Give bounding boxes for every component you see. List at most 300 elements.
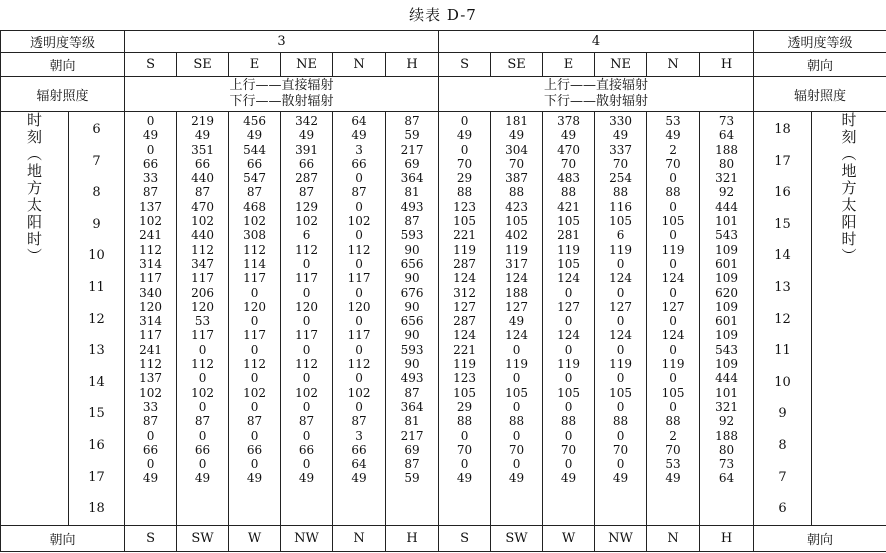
- diffuse-radiation-value: 66: [298, 442, 315, 457]
- diffuse-radiation-value: 109: [715, 299, 738, 314]
- diffuse-radiation-value: 88: [612, 185, 629, 200]
- diffuse-radiation-value: 69: [404, 442, 420, 457]
- diffuse-radiation-value: 70: [665, 156, 681, 171]
- hours-left-column: [69, 112, 125, 526]
- direct-radiation-value: 321: [715, 399, 738, 414]
- direct-radiation-value: 468: [243, 199, 266, 214]
- level4-NE-column: [595, 112, 647, 526]
- direct-radiation-value: 0: [616, 428, 625, 443]
- diffuse-radiation-value: 112: [139, 357, 162, 372]
- diffuse-radiation-value: 124: [557, 271, 580, 286]
- direct-radiation-value: 0: [355, 285, 363, 300]
- diffuse-radiation-value: 105: [505, 385, 528, 400]
- diffuse-radiation-value: 102: [295, 214, 318, 229]
- direct-radiation-value: 87: [404, 114, 420, 128]
- diffuse-radiation-value: 70: [665, 442, 681, 457]
- direct-radiation-value: 312: [453, 285, 476, 300]
- level4-H-column: [700, 112, 754, 526]
- direct-radiation-value: 0: [302, 285, 311, 300]
- direct-radiation-value: 0: [355, 199, 363, 214]
- level3-H-column: [386, 112, 439, 526]
- diffuse-radiation-value: 127: [505, 299, 528, 314]
- direct-radiation-value: 0: [250, 342, 259, 357]
- diffuse-radiation-value: 87: [194, 414, 211, 429]
- direct-radiation-value: 0: [198, 342, 207, 357]
- level4-E-column: [543, 112, 595, 526]
- direct-radiation-value: 0: [302, 428, 311, 443]
- diffuse-radiation-value: 101: [715, 385, 738, 400]
- diffuse-radiation-value: 49: [560, 471, 577, 486]
- diffuse-radiation-value: 88: [508, 414, 525, 429]
- hour-label: 8: [92, 185, 101, 201]
- direct-radiation-value: 219: [191, 114, 214, 128]
- diffuse-radiation-value: 49: [298, 471, 315, 486]
- direct-radiation-value: 0: [146, 428, 155, 443]
- transparency-label-left: 透明度等级: [1, 31, 125, 53]
- direct-radiation-value: 114: [243, 256, 266, 271]
- diffuse-radiation-value: 87: [194, 185, 211, 200]
- direct-radiation-value: 0: [250, 314, 259, 329]
- direct-radiation-value: 593: [400, 342, 424, 357]
- diffuse-radiation-value: 119: [557, 357, 580, 372]
- diffuse-radiation-value: 49: [612, 128, 629, 143]
- footer-orientation-label-left: 朝向: [1, 525, 125, 551]
- note-direct: 上行——直接辐射: [229, 78, 334, 93]
- diffuse-radiation-value: 127: [661, 299, 685, 314]
- diffuse-radiation-value: 49: [665, 471, 681, 486]
- direct-radiation-value: 221: [453, 228, 476, 243]
- direct-radiation-value: 87: [404, 457, 420, 472]
- diffuse-radiation-value: 105: [557, 385, 580, 400]
- time-label-text: 时刻（地方太阳时）: [839, 112, 858, 265]
- diffuse-radiation-value: 80: [718, 156, 735, 171]
- direct-radiation-value: 0: [302, 314, 311, 329]
- level4-N-column: [647, 112, 700, 526]
- direct-radiation-value: 440: [191, 171, 214, 186]
- diffuse-radiation-value: 81: [404, 185, 420, 200]
- hour-label: 18: [88, 501, 105, 517]
- direct-radiation-value: 287: [295, 171, 318, 186]
- direct-radiation-value: 656: [400, 256, 424, 271]
- diffuse-radiation-value: 124: [453, 271, 476, 286]
- direct-radiation-value: 49: [508, 314, 525, 329]
- direct-radiation-value: 387: [505, 171, 528, 186]
- direct-radiation-value: 0: [250, 399, 259, 414]
- hour-label: 13: [88, 343, 105, 359]
- direct-radiation-value: 0: [512, 342, 521, 357]
- direct-radiation-value: 0: [564, 457, 573, 472]
- direct-radiation-value: 0: [198, 457, 207, 472]
- diffuse-radiation-value: 124: [661, 328, 685, 343]
- direct-radiation-value: 64: [351, 114, 367, 128]
- direct-radiation-value: 0: [198, 428, 207, 443]
- diffuse-radiation-value: 127: [453, 299, 476, 314]
- direct-radiation-value: 0: [616, 399, 625, 414]
- direct-radiation-value: 105: [557, 256, 580, 271]
- diffuse-radiation-value: 124: [453, 328, 476, 343]
- diffuse-radiation-value: 117: [139, 328, 162, 343]
- direct-radiation-value: 2: [669, 142, 677, 157]
- hour-label: 12: [774, 311, 791, 327]
- diffuse-radiation-value: 49: [351, 471, 367, 486]
- diffuse-radiation-value: 66: [351, 442, 367, 457]
- diffuse-radiation-value: 102: [139, 385, 162, 400]
- diffuse-radiation-value: 92: [718, 414, 735, 429]
- diffuse-radiation-value: 80: [718, 442, 735, 457]
- irradiance-label-left: 辐射照度: [1, 77, 125, 112]
- direct-radiation-value: 0: [669, 256, 677, 271]
- direct-radiation-value: 342: [295, 114, 318, 128]
- direct-radiation-value: 444: [715, 371, 738, 386]
- orientation-H-3: H: [386, 53, 439, 77]
- time-label-text: 时刻（地方太阳时）: [25, 112, 43, 265]
- level4-SE-column: [491, 112, 543, 526]
- direct-radiation-value: 29: [456, 171, 473, 186]
- direct-radiation-value: 0: [616, 285, 625, 300]
- diffuse-radiation-value: 105: [453, 385, 476, 400]
- diffuse-radiation-value: 119: [609, 357, 632, 372]
- note-diffuse: 下行——散射辐射: [229, 94, 334, 109]
- hour-label: 18: [774, 122, 791, 137]
- hour-label: 16: [774, 185, 791, 201]
- direct-radiation-value: 543: [715, 228, 738, 243]
- diffuse-radiation-value: 105: [609, 385, 632, 400]
- direct-radiation-value: 0: [616, 371, 625, 386]
- diffuse-radiation-value: 87: [404, 385, 420, 400]
- direct-radiation-value: 188: [715, 142, 738, 157]
- diffuse-radiation-value: 120: [295, 299, 318, 314]
- direct-radiation-value: 0: [616, 342, 625, 357]
- direct-radiation-value: 493: [400, 371, 424, 386]
- direct-radiation-value: 0: [302, 457, 311, 472]
- orientation-E-4: E: [543, 53, 595, 77]
- hour-label: 8: [778, 437, 787, 453]
- direct-radiation-value: 0: [564, 314, 573, 329]
- hour-label: 11: [774, 343, 791, 359]
- diffuse-radiation-value: 105: [453, 214, 476, 229]
- direct-radiation-value: 2: [669, 428, 677, 443]
- diffuse-radiation-value: 49: [142, 471, 159, 486]
- orientation-SE-4: SE: [491, 53, 543, 77]
- direct-radiation-value: 123: [453, 199, 476, 214]
- direct-radiation-value: 0: [564, 428, 573, 443]
- diffuse-radiation-value: 66: [246, 156, 263, 171]
- diffuse-radiation-value: 87: [142, 414, 159, 429]
- direct-radiation-value: 601: [715, 314, 738, 329]
- diffuse-radiation-value: 112: [139, 242, 162, 257]
- direct-radiation-value: 221: [453, 342, 476, 357]
- hour-label: 14: [774, 248, 791, 264]
- direct-radiation-value: 33: [142, 399, 159, 414]
- direct-radiation-value: 0: [355, 399, 363, 414]
- time-label-left: [1, 112, 69, 526]
- diffuse-radiation-value: 92: [718, 185, 735, 200]
- direct-radiation-value: 308: [243, 228, 266, 243]
- direct-radiation-value: 6: [616, 228, 625, 243]
- direct-radiation-value: 0: [302, 399, 311, 414]
- hour-label: 17: [774, 153, 791, 169]
- direct-radiation-value: 0: [512, 371, 521, 386]
- diffuse-radiation-value: 49: [612, 471, 629, 486]
- direct-radiation-value: 64: [351, 457, 367, 472]
- hour-label: 14: [88, 374, 105, 390]
- diffuse-radiation-value: 109: [715, 271, 738, 286]
- direct-radiation-value: 188: [715, 428, 738, 443]
- diffuse-radiation-value: 87: [298, 185, 315, 200]
- direct-radiation-value: 656: [400, 314, 424, 329]
- direct-radiation-value: 0: [355, 371, 363, 386]
- direct-radiation-value: 317: [505, 256, 528, 271]
- diffuse-radiation-value: 49: [508, 128, 525, 143]
- footer-N-3: N: [333, 525, 386, 551]
- diffuse-radiation-value: 112: [347, 242, 371, 257]
- direct-radiation-value: 544: [243, 142, 266, 157]
- hour-label: 6: [778, 501, 787, 517]
- hour-label: 11: [88, 279, 105, 295]
- diffuse-radiation-value: 119: [557, 242, 580, 257]
- diffuse-radiation-value: 117: [347, 328, 371, 343]
- footer-H-3: H: [386, 525, 439, 551]
- diffuse-radiation-value: 69: [404, 156, 420, 171]
- diffuse-radiation-value: 90: [404, 357, 420, 372]
- direct-radiation-value: 0: [669, 171, 677, 186]
- diffuse-radiation-value: 120: [347, 299, 371, 314]
- diffuse-radiation-value: 49: [456, 128, 473, 143]
- diffuse-radiation-value: 59: [404, 471, 420, 486]
- diffuse-radiation-value: 119: [609, 242, 632, 257]
- diffuse-radiation-value: 87: [351, 185, 367, 200]
- direct-radiation-value: 33: [142, 171, 159, 186]
- diffuse-radiation-value: 119: [453, 357, 476, 372]
- direct-radiation-value: 593: [400, 228, 424, 243]
- direct-radiation-value: 287: [453, 256, 476, 271]
- direct-radiation-value: 0: [512, 428, 521, 443]
- diffuse-radiation-value: 90: [404, 271, 420, 286]
- diffuse-radiation-value: 88: [612, 414, 629, 429]
- note-diffuse: 下行——散射辐射: [544, 94, 649, 109]
- footer-H-4: H: [700, 525, 754, 551]
- diffuse-radiation-value: 127: [609, 299, 632, 314]
- direct-radiation-value: 330: [609, 114, 632, 128]
- direct-radiation-value: 0: [355, 342, 363, 357]
- diffuse-radiation-value: 117: [295, 271, 318, 286]
- solar-radiation-table: [0, 30, 886, 552]
- diffuse-radiation-value: 87: [246, 414, 263, 429]
- direct-radiation-value: 470: [191, 199, 214, 214]
- orientation-NE-4: NE: [595, 53, 647, 77]
- diffuse-radiation-value: 105: [505, 214, 528, 229]
- diffuse-radiation-value: 117: [139, 271, 162, 286]
- direct-radiation-value: 444: [715, 199, 738, 214]
- direct-radiation-value: 0: [564, 342, 573, 357]
- hour-label: 10: [88, 248, 105, 264]
- orientation-label-left: 朝向: [1, 53, 125, 77]
- diffuse-radiation-value: 119: [453, 242, 476, 257]
- diffuse-radiation-value: 117: [191, 328, 214, 343]
- hour-label: 15: [88, 406, 105, 422]
- diffuse-radiation-value: 109: [715, 357, 738, 372]
- diffuse-radiation-value: 119: [661, 357, 685, 372]
- direct-radiation-value: 217: [400, 142, 424, 157]
- direct-radiation-value: 314: [139, 314, 162, 329]
- diffuse-radiation-value: 88: [456, 414, 473, 429]
- direct-radiation-value: 0: [250, 428, 259, 443]
- diffuse-radiation-value: 88: [456, 185, 473, 200]
- direct-radiation-value: 206: [191, 285, 214, 300]
- direct-radiation-value: 0: [669, 228, 677, 243]
- diffuse-radiation-value: 119: [505, 242, 528, 257]
- diffuse-radiation-value: 49: [665, 128, 681, 143]
- direct-radiation-value: 254: [609, 171, 632, 186]
- direct-radiation-value: 0: [355, 171, 363, 186]
- direct-radiation-value: 0: [250, 371, 259, 386]
- direct-radiation-value: 0: [512, 457, 521, 472]
- diffuse-radiation-value: 90: [404, 242, 420, 257]
- direct-radiation-value: 321: [715, 171, 738, 186]
- direct-radiation-value: 6: [302, 228, 311, 243]
- diffuse-radiation-value: 87: [298, 414, 315, 429]
- diffuse-radiation-value: 120: [243, 299, 266, 314]
- direct-radiation-value: 123: [453, 371, 476, 386]
- diffuse-radiation-value: 49: [508, 471, 525, 486]
- irradiance-label-right: 辐射照度: [754, 77, 886, 112]
- diffuse-radiation-value: 119: [505, 357, 528, 372]
- direct-radiation-value: 53: [665, 457, 681, 472]
- direct-radiation-value: 287: [453, 314, 476, 329]
- direct-radiation-value: 0: [616, 256, 625, 271]
- direct-radiation-value: 137: [139, 199, 162, 214]
- direct-radiation-value: 0: [564, 371, 573, 386]
- direct-radiation-value: 0: [355, 314, 363, 329]
- transparency-level-3: 3: [125, 31, 439, 53]
- diffuse-radiation-value: 124: [505, 271, 528, 286]
- hour-label: 13: [774, 279, 791, 295]
- hour-label: 17: [88, 469, 105, 485]
- diffuse-radiation-value: 105: [609, 214, 632, 229]
- direct-radiation-value: 423: [505, 199, 528, 214]
- orientation-label-right: 朝向: [754, 53, 886, 77]
- direct-radiation-value: 493: [400, 199, 424, 214]
- hour-label: 16: [88, 437, 105, 453]
- direct-radiation-value: 73: [718, 114, 735, 128]
- direct-radiation-value: 0: [564, 399, 573, 414]
- diffuse-radiation-value: 66: [142, 442, 159, 457]
- direct-radiation-value: 0: [460, 142, 469, 157]
- diffuse-radiation-value: 105: [557, 214, 580, 229]
- direct-radiation-value: 0: [460, 457, 469, 472]
- direct-radiation-value: 241: [139, 342, 162, 357]
- diffuse-radiation-value: 64: [718, 128, 735, 143]
- diffuse-radiation-value: 120: [191, 299, 214, 314]
- diffuse-radiation-value: 49: [194, 128, 211, 143]
- diffuse-radiation-value: 88: [560, 185, 577, 200]
- hour-label: 10: [774, 374, 791, 390]
- diffuse-radiation-value: 59: [404, 128, 420, 143]
- direct-radiation-value: 0: [146, 142, 155, 157]
- diffuse-radiation-value: 70: [612, 156, 629, 171]
- direct-radiation-value: 0: [460, 114, 469, 128]
- diffuse-radiation-value: 66: [194, 156, 211, 171]
- direct-radiation-value: 137: [139, 371, 162, 386]
- diffuse-radiation-value: 112: [243, 242, 266, 257]
- direct-radiation-value: 421: [557, 199, 580, 214]
- footer-W-3: W: [229, 525, 281, 551]
- diffuse-radiation-value: 105: [661, 385, 685, 400]
- orientation-NE-3: NE: [281, 53, 333, 77]
- diffuse-radiation-value: 102: [191, 214, 214, 229]
- diffuse-radiation-value: 87: [246, 185, 263, 200]
- level3-S-column: [125, 112, 177, 526]
- direct-radiation-value: 0: [146, 114, 155, 128]
- level3-N-column: [333, 112, 386, 526]
- direct-radiation-value: 304: [505, 142, 528, 157]
- diffuse-radiation-value: 49: [560, 128, 577, 143]
- direct-radiation-value: 0: [250, 285, 259, 300]
- direct-radiation-value: 0: [302, 342, 311, 357]
- direct-radiation-value: 0: [302, 256, 311, 271]
- direct-radiation-value: 0: [355, 256, 363, 271]
- diffuse-radiation-value: 70: [560, 442, 577, 457]
- direct-radiation-value: 364: [400, 171, 424, 186]
- diffuse-radiation-value: 87: [404, 214, 420, 229]
- level3-NE-column: [281, 112, 333, 526]
- direct-radiation-value: 440: [191, 228, 214, 243]
- diffuse-radiation-value: 87: [351, 414, 367, 429]
- direct-radiation-value: 0: [669, 399, 677, 414]
- orientation-N-3: N: [333, 53, 386, 77]
- diffuse-radiation-value: 49: [194, 471, 211, 486]
- orientation-N-4: N: [647, 53, 700, 77]
- orientation-SE-3: SE: [177, 53, 229, 77]
- transparency-level-4: 4: [439, 31, 754, 53]
- orientation-E-3: E: [229, 53, 281, 77]
- diffuse-radiation-value: 70: [456, 442, 473, 457]
- footer-SW-4: SW: [491, 525, 543, 551]
- direct-radiation-value: 0: [355, 228, 363, 243]
- direct-radiation-value: 281: [557, 228, 580, 243]
- orientation-H-4: H: [700, 53, 754, 77]
- diffuse-radiation-value: 112: [191, 242, 214, 257]
- diffuse-radiation-value: 70: [560, 156, 577, 171]
- diffuse-radiation-value: 119: [661, 242, 685, 257]
- time-label-right: [812, 112, 886, 526]
- hour-label: 15: [774, 216, 791, 232]
- direct-radiation-value: 0: [198, 399, 207, 414]
- direct-radiation-value: 217: [400, 428, 424, 443]
- direct-radiation-value: 0: [460, 428, 469, 443]
- diffuse-radiation-value: 124: [609, 271, 632, 286]
- hour-label: 6: [92, 122, 101, 137]
- diffuse-radiation-value: 112: [191, 357, 214, 372]
- direct-radiation-value: 0: [302, 371, 311, 386]
- hour-label: 7: [778, 469, 787, 485]
- direct-radiation-value: 188: [505, 285, 528, 300]
- diffuse-radiation-value: 105: [661, 214, 685, 229]
- orientation-S-4: S: [439, 53, 491, 77]
- direct-radiation-value: 0: [669, 285, 677, 300]
- diffuse-radiation-value: 117: [243, 328, 266, 343]
- diffuse-radiation-value: 70: [508, 442, 525, 457]
- diffuse-radiation-value: 49: [298, 128, 315, 143]
- diffuse-radiation-value: 117: [295, 328, 318, 343]
- direct-radiation-value: 378: [557, 114, 580, 128]
- note-direct: 上行——直接辐射: [544, 78, 649, 93]
- diffuse-radiation-value: 120: [139, 299, 162, 314]
- direct-radiation-value: 470: [557, 142, 580, 157]
- direct-radiation-value: 337: [609, 142, 632, 157]
- diffuse-radiation-value: 49: [246, 471, 263, 486]
- direct-radiation-value: 116: [609, 199, 632, 214]
